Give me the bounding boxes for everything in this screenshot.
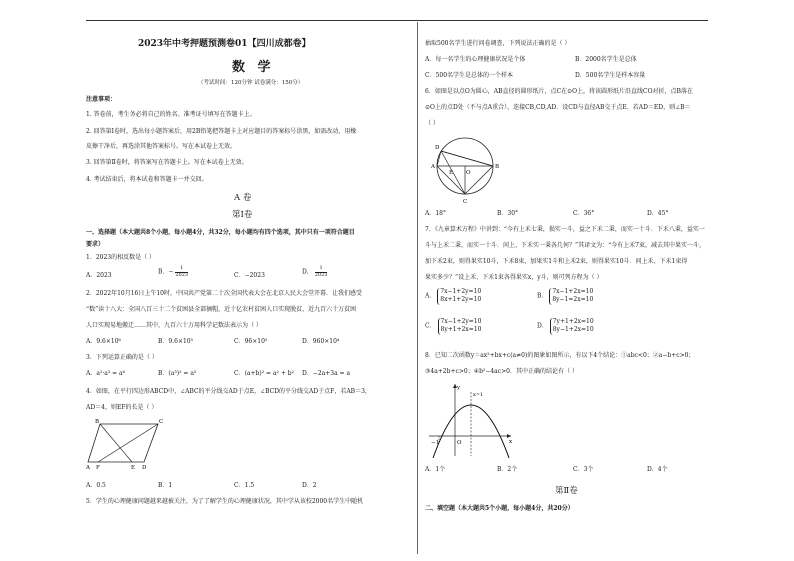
- q3-option-a: A．a²·a³ = a⁶: [86, 370, 126, 377]
- q6-option-b: B．30°: [497, 210, 519, 217]
- q2-line-3: 人口实现易地搬迁……其中，九百六十万用科学记数法表示为（ ）: [86, 322, 262, 329]
- note-4: 4. 考试结束后，将本试卷和答题卡一并交回。: [86, 176, 208, 183]
- q2-line-1: 2．2022年10月16日上午10时，中国共产党第二十次全国代表大会在北京人民大会堂开幕．让我们感受: [86, 290, 362, 297]
- section-1-line-2: 要求）: [86, 241, 105, 248]
- q4-label-a: A: [86, 465, 90, 470]
- q8-line-1: 8．已知二次函数y＝ax²+bx+c(a≠0)的图象如图所示，有以下4个结论：①abc<0；②a−b+c>0；: [425, 352, 695, 359]
- q4-parallelogram-figure: [86, 416, 166, 470]
- q5-option-c: C．500名学生是总体的一个样本: [425, 72, 514, 79]
- part-2-heading: 第Ⅱ卷: [555, 486, 578, 496]
- top-rule: [86, 20, 708, 21]
- q3-option-c: C．(a+b)² = a² + b²: [234, 370, 295, 377]
- q1-option-c: C．−2023: [234, 272, 265, 279]
- q2-option-c: C．96×10⁵: [234, 338, 268, 345]
- exam-meta: （考试时间：120分钟 试卷满分：150分）: [198, 80, 304, 86]
- q8-line-2: ③4a+2b+c>0；④b²−4ac>0．其中正确的结论有（ ）: [425, 368, 578, 375]
- q7-option-c: C． 7x−1+2y=10 8y+1+2x=10: [425, 318, 482, 334]
- q3-option-d: D．−2a+3a = a: [302, 370, 351, 377]
- q6-line-1: 6．如图是以点O为圆心，AB直径的圆形纸片，点C在⊙O上，将该圆形纸片沿直线CO对折，点B落在: [425, 88, 693, 95]
- q4-line-1: 4．如图，在平行四边形ABCD中，∠ABC的平分线交AD于点E，∠BCD的平分线交AD于点F，若AB＝3，: [86, 388, 371, 395]
- q6-label-b: B: [495, 164, 500, 170]
- q6-line-3: （ ）: [425, 120, 439, 127]
- section-2-heading: 二、填空题（本大题共5个小题，每小题4分，共20分）: [425, 505, 574, 512]
- q8-neg1-label: −1: [431, 440, 440, 446]
- q8-option-d: D．4个: [647, 466, 668, 473]
- q4-label-f: F: [96, 465, 100, 470]
- q8-axis-y-label: y: [457, 385, 461, 391]
- q2-option-d: D．960×10⁴: [302, 338, 340, 345]
- section-1-line-1: 一、选择题（本大题共8个小题，每小题4分，共32分，每小题均有四个选项，其中只有一项符合题目: [86, 229, 355, 236]
- q4-label-b: B: [95, 419, 100, 425]
- q6-label-o: O: [466, 170, 471, 176]
- q8-option-a: A．1个: [425, 466, 446, 473]
- q4-option-c: C．1.5: [234, 482, 255, 489]
- q7-line-2: 斗与上禾二秉，而实一十斗．问上、下禾实一秉各几何？”其译文为：“今有上禾7束，减去其中果实一斗，: [425, 242, 705, 249]
- q2-line-2: “数”读十八大：全国八百三十二个贫困县全部摘帽，近十亿农村贫困人口实现脱贫，近九百六十万贫困: [86, 306, 357, 313]
- q8-symmetry-label: x=1: [473, 392, 484, 398]
- q3-option-b: B．(a³)² = a⁵: [158, 370, 197, 377]
- q5-option-a: A．每一名学生的心理健康状况是个体: [425, 56, 526, 63]
- q6-line-2: ⊙O上的点D处（不与点A重合），连接CB,CD,AD．设CD与直径AB交于点E．若AD＝ED，则∠B＝: [425, 104, 691, 111]
- q2-option-b: B．9.6×10⁵: [158, 338, 194, 345]
- q7-line-1: 7．《九章算术方程》中讲到：“今有上禾七秉，损实一斗，益之下禾二秉，而实一十斗．下禾八秉，益实一: [425, 226, 705, 233]
- q6-option-a: A．18°: [425, 210, 446, 217]
- notes-heading: 注意事项：: [86, 96, 117, 103]
- q6-label-a: A: [431, 164, 435, 170]
- q2-option-a: A．9.6×10⁶: [86, 338, 121, 345]
- note-2: 2. 回答第Ⅰ卷时，选出每小题答案后，用2B铅笔把答题卡上对应题目的答案标号涂黑，如需改动，用橡: [86, 128, 357, 135]
- q1-option-a: A．2023: [86, 272, 112, 279]
- note-3: 3. 回答第Ⅱ卷时，将答案写在答题卡上。写在本试卷上无效。: [86, 159, 248, 166]
- q4-label-e: E: [131, 465, 136, 470]
- q5-line-2: 抽取500名学生进行问卷调查，下列说法正确的是（ ）: [425, 40, 571, 47]
- q4-option-b: B．1: [158, 482, 173, 489]
- subject-title: 数 学: [232, 60, 275, 75]
- volume-a: A 卷: [234, 193, 252, 203]
- q8-option-b: B．2个: [497, 466, 518, 473]
- q1-option-b: B．− $\frac{1}{2023}$: [158, 265, 189, 278]
- q7-option-a: A． 7x−1+2y=10 8x+1+2y=10: [425, 288, 482, 304]
- column-divider: [417, 22, 418, 554]
- q6-circle-figure: [427, 128, 503, 204]
- q6-label-e: E: [449, 170, 454, 176]
- paper-title: 2023年中考押题预测卷01【四川成都卷】: [138, 39, 311, 49]
- q6-option-c: C．36°: [573, 210, 595, 217]
- q4-label-c: C: [159, 419, 164, 425]
- q8-option-c: C．3个: [573, 466, 594, 473]
- q6-option-d: D．45°: [647, 210, 669, 217]
- q4-label-d: D: [142, 465, 147, 470]
- q4-option-d: D．2: [302, 482, 317, 489]
- q5-option-b: B．2000名学生是总体: [575, 56, 637, 63]
- q8-axis-x-label: x: [509, 439, 513, 445]
- q5-line-1: 5．学生的心理健康问题越来越被关注，为了了解学生的心理健康状况，其中学从该校2000名学生中随机: [86, 498, 364, 505]
- q7-option-d: D． 7y+1+2x=10 8y−1+2x=10: [537, 318, 594, 334]
- q7-line-4: 果实多少？”设上禾、下禾1束各得果实x，y斗，则可列方程为（ ）: [425, 274, 603, 281]
- note-1: 1. 答卷前，考生务必将自己的姓名、准考证号填写在答题卡上。: [86, 111, 256, 118]
- q1-option-d: D． $\frac{1}{2023}$: [302, 265, 328, 278]
- q4-line-2: AD＝4，则EF的长是（ ）: [86, 404, 158, 411]
- q7-option-b: B． 7x−1+2x=10 8y−1=2x=10: [537, 288, 594, 304]
- part-1-heading: 第Ⅰ卷: [232, 210, 253, 220]
- note-2-cont: 皮擦干净后，再选涂其他答案标号。写在本试卷上无效。: [86, 143, 237, 150]
- q5-option-d: D．500名学生是样本容量: [575, 72, 646, 79]
- q7-line-3: 加下禾2束，则得果实10斗，下禾8束，加果实1斗和上禾2束，则得果实10斗．问上禾、下禾1束得: [425, 258, 688, 265]
- q6-label-d: D: [435, 145, 440, 151]
- q6-label-c: C: [463, 199, 468, 204]
- q4-option-a: A．0.5: [86, 482, 106, 489]
- q3-stem: 3．下列运算正确的是（ ）: [86, 354, 158, 361]
- q1-stem: 1．2023的相反数是（ ）: [86, 254, 155, 261]
- q8-origin-label: O: [457, 440, 462, 446]
- q8-parabola-graph: [425, 380, 517, 458]
